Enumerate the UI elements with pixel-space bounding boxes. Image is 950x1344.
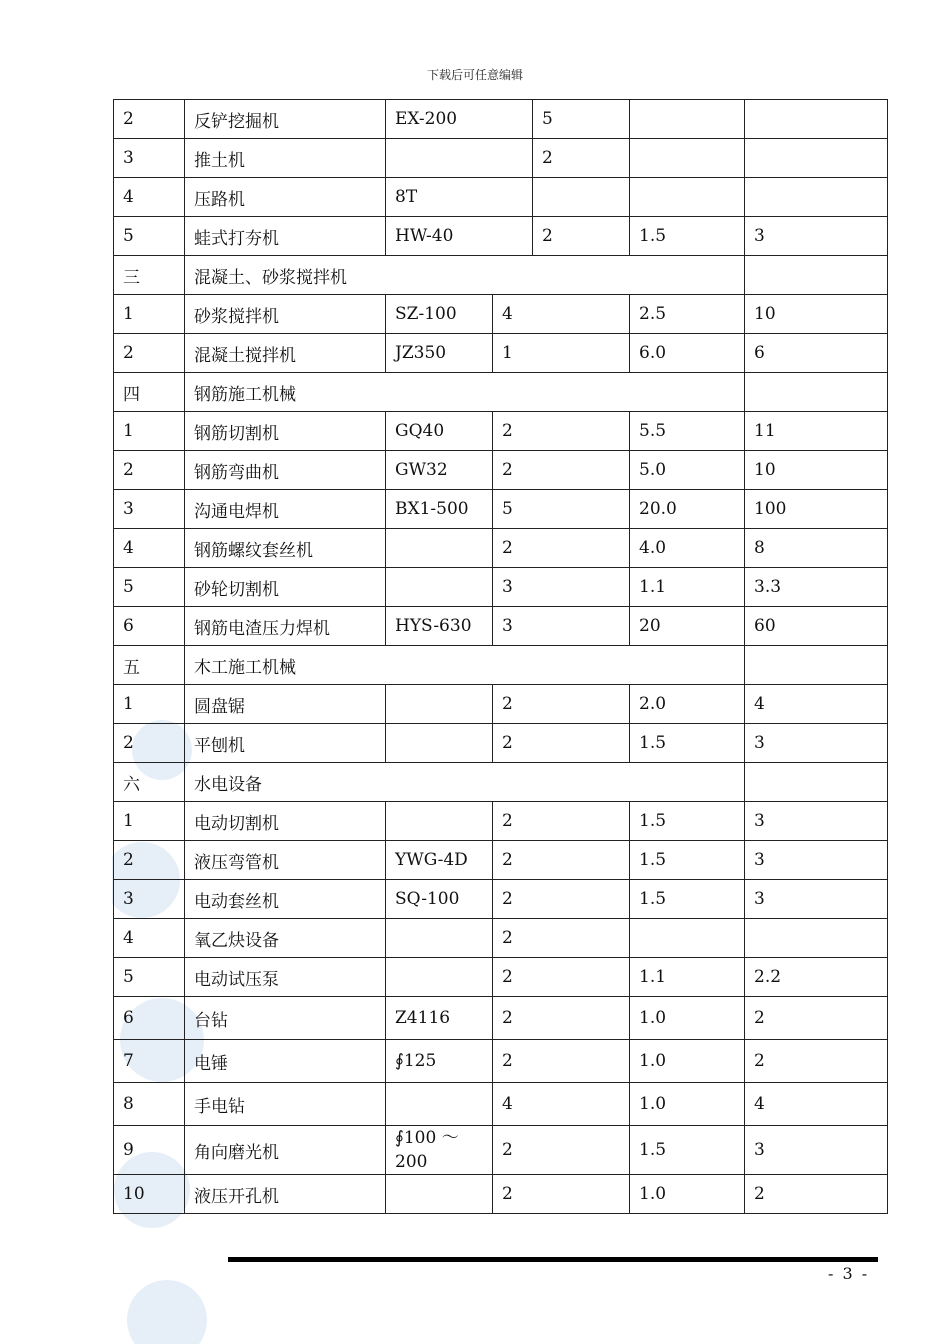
total-power: 4 [745,1083,888,1126]
section-header-row [114,256,888,295]
table-row [114,334,888,373]
table-row [114,412,888,451]
equipment-model [386,685,493,724]
equipment-quantity: 2 [493,919,630,958]
equipment-quantity: 2 [493,997,630,1040]
equipment-name: 台钻 [185,997,386,1040]
section-title: 钢筋施工机械 [185,373,745,412]
equipment-model: JZ350 [386,334,493,373]
table-row [114,451,888,490]
rated-power: 20.0 [630,490,745,529]
equipment-quantity: 2 [493,451,630,490]
equipment-model: 8T [386,178,533,217]
total-power: 2.2 [745,958,888,997]
rated-power: 1.0 [630,997,745,1040]
equipment-name: 手电钻 [185,1083,386,1126]
section-title: 木工施工机械 [185,646,745,685]
equipment-name: 钢筋切割机 [185,412,386,451]
rated-power: 2.5 [630,295,745,334]
equipment-quantity: 4 [493,295,630,334]
row-number: 2 [114,841,185,880]
footer-rule [228,1257,878,1262]
table-row [114,529,888,568]
rated-power [630,139,745,178]
rated-power: 1.5 [630,1126,745,1175]
table-row [114,1040,888,1083]
total-power: 3 [745,841,888,880]
row-number: 1 [114,685,185,724]
equipment-model: GW32 [386,451,493,490]
equipment-model: HYS-630 [386,607,493,646]
rated-power: 1.5 [630,802,745,841]
row-number: 8 [114,1083,185,1126]
table-row [114,1175,888,1214]
equipment-quantity [533,178,630,217]
row-number: 4 [114,178,185,217]
row-number: 6 [114,997,185,1040]
rated-power: 4.0 [630,529,745,568]
equipment-model: BX1-500 [386,490,493,529]
table-row [114,1083,888,1126]
row-number: 2 [114,451,185,490]
section-header-row [114,373,888,412]
equipment-model [386,568,493,607]
rated-power: 5.5 [630,412,745,451]
table-row [114,217,888,256]
row-number: 7 [114,1040,185,1083]
equipment-name: 圆盘锯 [185,685,386,724]
total-power: 3 [745,724,888,763]
equipment-name: 砂浆搅拌机 [185,295,386,334]
equipment-name: 电锤 [185,1040,386,1083]
row-number: 2 [114,724,185,763]
equipment-quantity: 4 [493,1083,630,1126]
row-number: 5 [114,568,185,607]
total-power: 10 [745,451,888,490]
equipment-name: 反铲挖掘机 [185,100,386,139]
equipment-name: 压路机 [185,178,386,217]
equipment-quantity: 2 [493,841,630,880]
equipment-model: SZ-100 [386,295,493,334]
section-number: 三 [114,256,185,295]
total-power: 60 [745,607,888,646]
equipment-model [386,958,493,997]
total-power: 10 [745,295,888,334]
equipment-name: 钢筋螺纹套丝机 [185,529,386,568]
section-blank-cell [745,646,888,685]
table-row [114,295,888,334]
row-number: 3 [114,880,185,919]
table-row [114,100,888,139]
equipment-model [386,724,493,763]
rated-power: 1.5 [630,880,745,919]
page-header: 下载后可任意编辑 [426,68,523,82]
equipment-model: HW-40 [386,217,533,256]
equipment-name: 平刨机 [185,724,386,763]
table-row [114,841,888,880]
total-power: 6 [745,334,888,373]
section-title: 水电设备 [185,763,745,802]
total-power [745,100,888,139]
equipment-quantity: 5 [493,490,630,529]
equipment-quantity: 2 [493,1040,630,1083]
total-power: 2 [745,997,888,1040]
row-number: 5 [114,217,185,256]
equipment-name: 钢筋电渣压力焊机 [185,607,386,646]
section-blank-cell [745,763,888,802]
total-power: 3.3 [745,568,888,607]
total-power: 8 [745,529,888,568]
rated-power: 1.0 [630,1083,745,1126]
equipment-name: 电动试压泵 [185,958,386,997]
rated-power: 5.0 [630,451,745,490]
rated-power: 1.5 [630,217,745,256]
equipment-model: Z4116 [386,997,493,1040]
section-number: 六 [114,763,185,802]
total-power [745,139,888,178]
row-number: 6 [114,607,185,646]
rated-power [630,919,745,958]
rated-power: 1.0 [630,1040,745,1083]
total-power: 3 [745,217,888,256]
section-number: 四 [114,373,185,412]
rated-power [630,178,745,217]
section-header-row [114,763,888,802]
table-row [114,1126,888,1175]
total-power: 4 [745,685,888,724]
table-row [114,685,888,724]
equipment-table [113,99,888,1214]
equipment-model: ∮125 [386,1040,493,1083]
equipment-quantity: 2 [533,217,630,256]
equipment-quantity: 1 [493,334,630,373]
rated-power: 1.5 [630,724,745,763]
equipment-name: 推土机 [185,139,386,178]
row-number: 2 [114,334,185,373]
table-row [114,139,888,178]
equipment-quantity: 2 [493,685,630,724]
section-title: 混凝土、砂浆搅拌机 [185,256,745,295]
equipment-name: 混凝土搅拌机 [185,334,386,373]
equipment-model [386,139,533,178]
row-number: 9 [114,1126,185,1175]
equipment-quantity: 2 [493,529,630,568]
table-row [114,490,888,529]
equipment-name: 钢筋弯曲机 [185,451,386,490]
total-power [745,178,888,217]
table-row [114,919,888,958]
total-power: 2 [745,1040,888,1083]
row-number: 10 [114,1175,185,1214]
equipment-name: 电动套丝机 [185,880,386,919]
equipment-quantity: 3 [493,568,630,607]
equipment-name: 液压开孔机 [185,1175,386,1214]
equipment-model [386,1083,493,1126]
equipment-quantity: 2 [493,1126,630,1175]
section-blank-cell [745,256,888,295]
total-power: 11 [745,412,888,451]
rated-power: 1.0 [630,1175,745,1214]
rated-power: 20 [630,607,745,646]
equipment-quantity: 2 [493,1175,630,1214]
equipment-name: 砂轮切割机 [185,568,386,607]
equipment-quantity: 3 [493,607,630,646]
total-power: 100 [745,490,888,529]
rated-power: 1.1 [630,958,745,997]
equipment-model [386,529,493,568]
equipment-model [386,919,493,958]
rated-power: 2.0 [630,685,745,724]
section-number: 五 [114,646,185,685]
equipment-name: 沟通电焊机 [185,490,386,529]
page-number: - 3 - [828,1264,870,1283]
table-row [114,724,888,763]
equipment-name: 蛙式打夯机 [185,217,386,256]
table-row [114,880,888,919]
total-power [745,919,888,958]
rated-power: 1.5 [630,841,745,880]
section-blank-cell [745,373,888,412]
rated-power: 6.0 [630,334,745,373]
equipment-model: EX-200 [386,100,533,139]
equipment-quantity: 2 [493,724,630,763]
equipment-model: YWG-4D [386,841,493,880]
equipment-model [386,802,493,841]
row-number: 5 [114,958,185,997]
table-row [114,997,888,1040]
equipment-quantity: 2 [533,139,630,178]
equipment-name: 液压弯管机 [185,841,386,880]
row-number: 1 [114,802,185,841]
total-power: 3 [745,880,888,919]
equipment-name: 电动切割机 [185,802,386,841]
equipment-model: GQ40 [386,412,493,451]
section-header-row [114,646,888,685]
equipment-model: ∮100 ～200 [386,1126,493,1175]
table-row [114,178,888,217]
table-row [114,958,888,997]
row-number: 1 [114,295,185,334]
total-power: 3 [745,1126,888,1175]
equipment-model: SQ-100 [386,880,493,919]
equipment-quantity: 2 [493,880,630,919]
rated-power: 1.1 [630,568,745,607]
equipment-name: 氧乙炔设备 [185,919,386,958]
total-power: 2 [745,1175,888,1214]
equipment-quantity: 2 [493,958,630,997]
total-power: 3 [745,802,888,841]
row-number: 3 [114,490,185,529]
row-number: 4 [114,919,185,958]
equipment-quantity: 2 [493,802,630,841]
equipment-quantity: 5 [533,100,630,139]
table-row [114,607,888,646]
row-number: 3 [114,139,185,178]
equipment-name: 角向磨光机 [185,1126,386,1175]
rated-power [630,100,745,139]
row-number: 2 [114,100,185,139]
row-number: 1 [114,412,185,451]
table-row [114,568,888,607]
table-row [114,802,888,841]
equipment-quantity: 2 [493,412,630,451]
row-number: 4 [114,529,185,568]
equipment-model [386,1175,493,1214]
